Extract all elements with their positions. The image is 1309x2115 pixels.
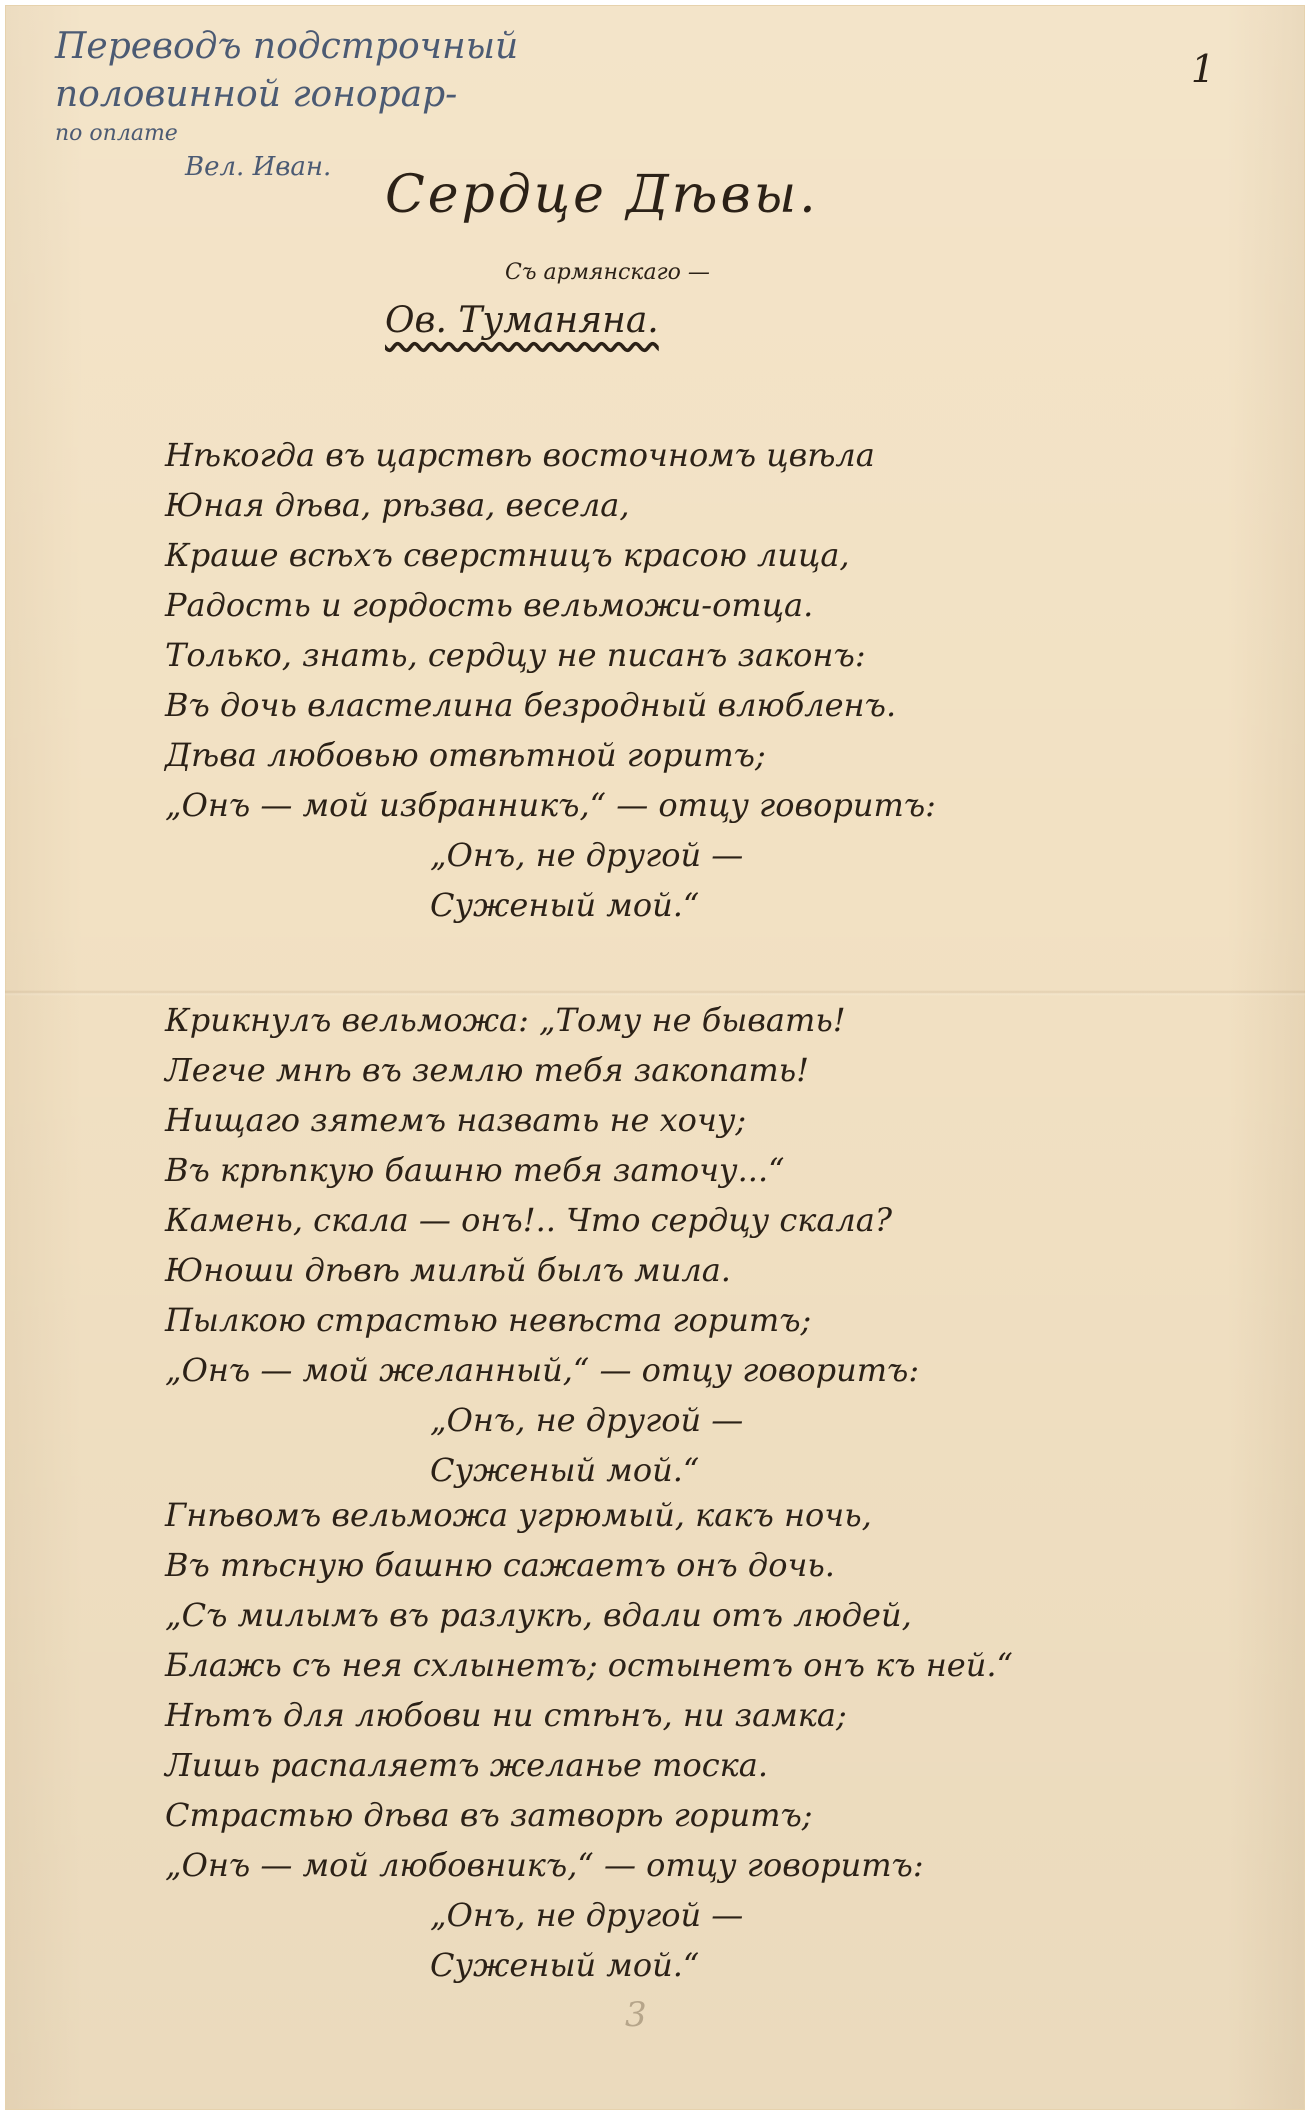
stanza-1: [165, 430, 1205, 930]
refrain-line: Суженый мой.“: [430, 1946, 700, 1984]
verse-line: Нѣтъ для любови ни стѣнъ, ни замка;: [165, 1696, 847, 1734]
verse-line: Юноши дѣвѣ милѣй былъ мила.: [165, 1251, 731, 1289]
verse-line: Пылкою страстью невѣста горитъ;: [165, 1301, 812, 1339]
verse-line: Нищаго зятемъ назвать не хочу;: [165, 1101, 747, 1139]
verse-line: Легче мнѣ въ землю тебя закопать!: [165, 1051, 809, 1089]
verse-line: Крикнулъ вельможа: „Тому не бывать!: [165, 1001, 846, 1039]
verse-line: Въ тѣсную башню сажаетъ онъ дочь.: [165, 1546, 835, 1584]
refrain-line: „Онъ, не другой —: [430, 1896, 744, 1934]
verse-line: Блажь съ нея схлынетъ; остынетъ онъ къ ней.“: [165, 1646, 1013, 1684]
verse-line: Дѣва любовью отвѣтной горитъ;: [165, 736, 766, 774]
refrain-line: „Онъ, не другой —: [430, 1401, 744, 1439]
verse-line: Только, знать, сердцу не писанъ законъ:: [165, 636, 866, 674]
margin-note-signature: Вел. Иван.: [185, 152, 332, 182]
verse-line: „Онъ — мой желанный,“ — отцу говоритъ:: [165, 1351, 920, 1389]
manuscript-page: [5, 5, 1305, 2110]
stanza-2: [165, 995, 1205, 1495]
stanza-3: [165, 1490, 1205, 1990]
verse-line: Юная дѣва, рѣзва, весела,: [165, 486, 630, 524]
page-number: 1: [1190, 47, 1215, 91]
margin-note-line-1: Переводъ подстрочный: [55, 26, 519, 67]
verse-line: Краше всѣхъ сверстницъ красою лица,: [165, 536, 850, 574]
refrain-line: Суженый мой.“: [430, 1451, 700, 1489]
verse-line: „Съ милымъ въ разлукѣ, вдали отъ людей,: [165, 1596, 912, 1634]
poem-subtitle: Съ армянскаго —: [505, 260, 710, 285]
poem-author: Ов. Туманяна.: [385, 300, 659, 341]
verse-line: Гнѣвомъ вельможа угрюмый, какъ ночь,: [165, 1496, 872, 1534]
verse-line: Камень, скала — онъ!.. Что сердцу скала?: [165, 1201, 893, 1239]
margin-note-line-2: половинной гонорар-: [55, 74, 458, 115]
verse-line: Лишь распаляетъ желанье тоска.: [165, 1746, 768, 1784]
verse-line: „Онъ — мой любовникъ,“ — отцу говоритъ:: [165, 1846, 924, 1884]
margin-note: [55, 23, 519, 185]
verse-line: Радость и гордость вельможи-отца.: [165, 586, 814, 624]
verse-line: Страстью дѣва въ затворѣ горитъ;: [165, 1796, 813, 1834]
verse-line: Нѣкогда въ царствѣ восточномъ цвѣла: [165, 436, 875, 474]
verse-line: Въ крѣпкую башню тебя заточу...“: [165, 1151, 785, 1189]
archive-page-number: 3: [625, 1995, 647, 2035]
verse-line: Въ дочь властелина безродный влюбленъ.: [165, 686, 897, 724]
margin-note-line-3: по оплате: [55, 121, 178, 146]
refrain-line: Суженый мой.“: [430, 886, 700, 924]
refrain-line: „Онъ, не другой —: [430, 836, 744, 874]
poem-title: Сердце Дѣвы.: [385, 165, 819, 225]
verse-line: „Онъ — мой избранникъ,“ — отцу говоритъ:: [165, 786, 936, 824]
